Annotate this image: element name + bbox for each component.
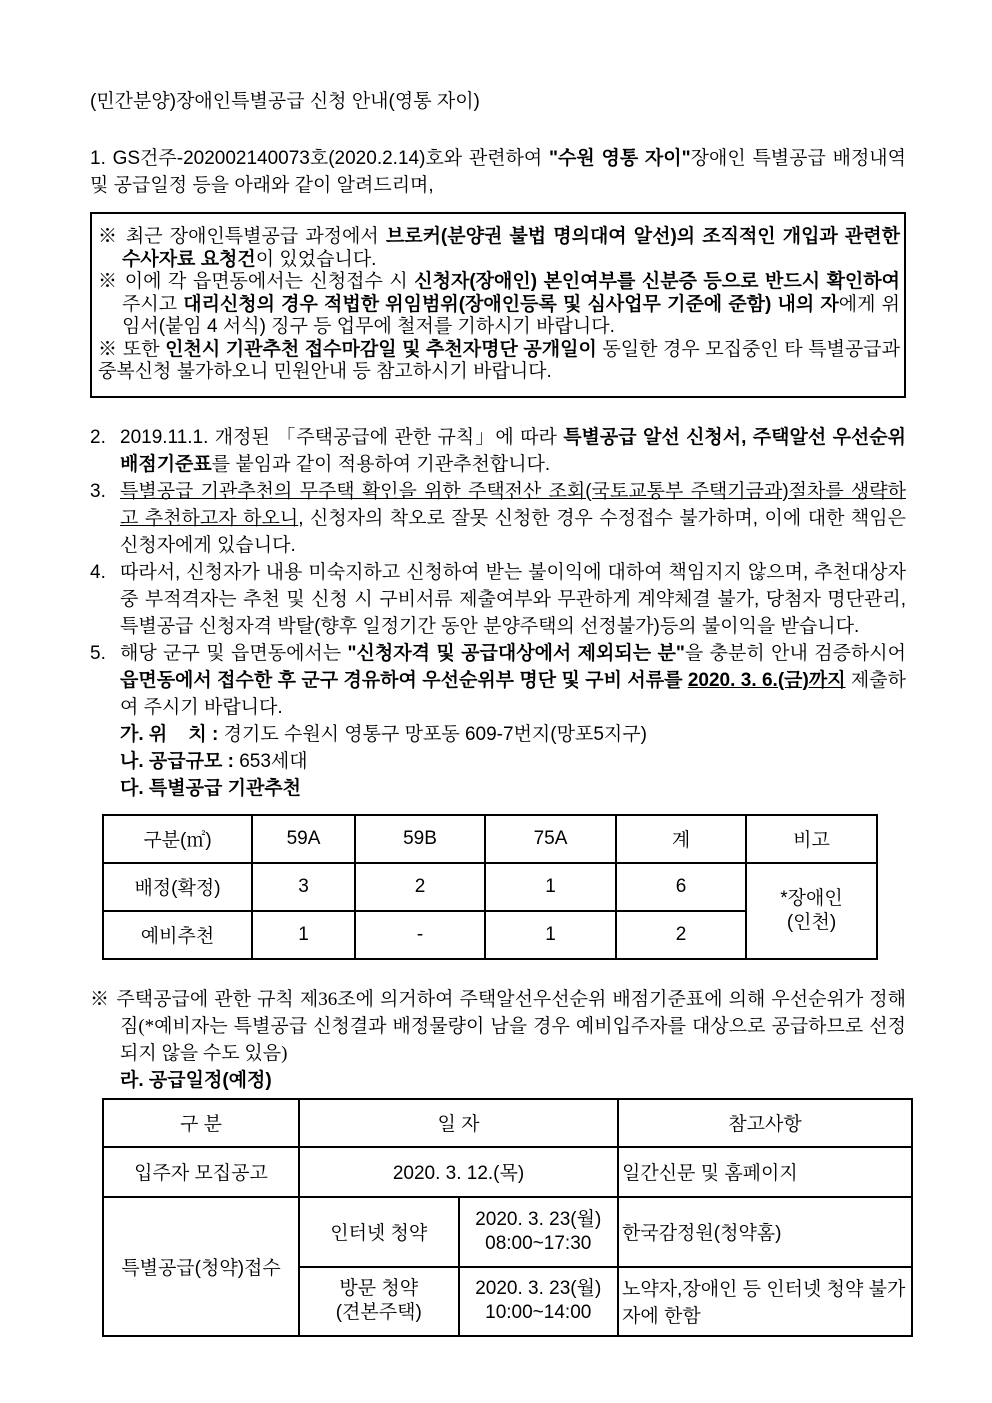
text-segment-bold: 신청자(장애인) 본인여부를 신분증 등으로 반드시 확인하여 xyxy=(414,271,900,292)
date-line: 2020. 3. 23(월) xyxy=(475,1278,602,1299)
header-cell-75a: 75A xyxy=(485,815,616,863)
reference-cell: 노약자,장애인 등 인터넷 청약 불가자에 한함 xyxy=(618,1267,912,1336)
text-segment: 2019.11.1. 개정된 「주택공급에 관한 규칙」에 따라 xyxy=(120,426,564,448)
remarks-cell xyxy=(746,863,877,959)
header-cell-59a: 59A xyxy=(252,815,355,863)
subitem-value: 경기도 수원시 영통구 망포동 609-7번지(망포5지구) xyxy=(218,723,647,745)
text-segment-bold: 특별공급 알선 신청서, 주택알선 우선순위 배점기준표 xyxy=(120,426,906,475)
subitem-supply-scale xyxy=(90,748,906,775)
row-label-cell: 입주자 모집공고 xyxy=(103,1147,299,1197)
item-number: 2. xyxy=(90,426,106,448)
reference-cell: 한국감정원(청약홈) xyxy=(618,1197,912,1267)
row-label-cell: 배정(확정) xyxy=(103,863,252,911)
header-cell-date: 일 자 xyxy=(299,1099,618,1147)
text-segment: 주시고 xyxy=(122,293,184,315)
header-cell-total: 계 xyxy=(616,815,746,863)
text-segment: 이 있었습니다. xyxy=(255,248,377,270)
schedule-table xyxy=(102,1098,913,1337)
text-segment-bold: "신청자격 및 공급대상에서 제외되는 분" xyxy=(347,642,685,664)
text-segment: ※ 최근 장애인특별공급 과정에서 xyxy=(98,226,386,247)
header-cell-type: 구분(㎡) xyxy=(103,815,252,863)
item-number: 3. xyxy=(90,480,106,502)
text-segment: , 신청자의 착오로 잘못 신청한 경우 수정접수 불가하며, 이에 대한 책임은 신청자에게 있습니다. xyxy=(120,507,906,556)
text-segment: 해당 군구 및 읍면동에서는 xyxy=(120,642,348,664)
text-segment: ※ 이에 각 읍면동에서는 신청접수 시 xyxy=(98,271,415,292)
notice-paragraph-broker xyxy=(98,226,900,271)
method-line: 방문 청약 xyxy=(339,1278,419,1299)
text-segment-bold: 브로커(분양권 불법 명의대여 알선)의 조직적인 개입과 관련한 수사자료 요청건 xyxy=(122,226,900,270)
header-cell-category: 구 분 xyxy=(103,1099,299,1147)
subitem-label: 나. 공급규모 : xyxy=(120,750,234,772)
text-segment: 에게 위임서(붙임 4 서식) 징구 등 업무에 철저를 기하시기 바랍니다. xyxy=(122,293,900,337)
value-cell: 6 xyxy=(616,863,746,911)
value-cell: 2 xyxy=(616,911,746,959)
date-cell: 2020. 3. 12.(목) xyxy=(299,1147,618,1197)
text-segment: ※ 또한 xyxy=(98,338,166,360)
value-cell: 2 xyxy=(355,863,485,911)
remarks-line: (인천) xyxy=(786,911,837,933)
text-segment: 동일한 경우 모집중인 타 특별공급과 중복신청 불가하오니 민원안내 등 참고하시기 바랍니다. xyxy=(98,338,900,382)
remarks-line: *장애인 xyxy=(780,887,843,909)
method-line: (견본주택) xyxy=(335,1302,422,1323)
subitem-label: 라. 공급일정(예정) xyxy=(120,1069,272,1091)
date-time-cell xyxy=(459,1197,619,1267)
item-number: 4. xyxy=(90,561,106,583)
time-line: 08:00~17:30 xyxy=(485,1232,592,1254)
subitem-agency-recommendation xyxy=(90,775,906,802)
text-segment-bold: 읍면동에서 접수한 후 군구 경유하여 우선순위부 명단 및 구비 서류를 xyxy=(120,669,688,691)
table-row-internet-application xyxy=(103,1197,912,1267)
subitem-label: 다. 특별공급 기관추천 xyxy=(120,777,302,799)
date-time-cell xyxy=(459,1267,619,1336)
value-cell: 1 xyxy=(485,911,616,959)
text-segment: 1. GS건주-202002140073호(2020.2.14)호와 관련하여 xyxy=(90,148,550,169)
text-segment: 제출하여 주시기 바랍니다. xyxy=(120,669,906,718)
method-cell: 인터넷 청약 xyxy=(299,1197,459,1267)
text-segment: 을 충분히 안내 검증하시어 xyxy=(684,642,907,664)
subitem-supply-schedule xyxy=(90,1067,906,1094)
text-segment: 따라서, 신청자가 내용 미숙지하고 신청하여 받는 불이익에 대하여 책임지지 않으며, 추천대상자 중 부적격자는 추천 및 신청 시 구비서류 제출여부와 무관하게 계약체결 불가, 당첨자 명단관리, 특별공급 신청자격 박탈(향후 일정기간 동안 분양주택의 선정불가)등의 불이익을 받습니다. xyxy=(120,561,906,637)
text-segment-bold: 대리신청의 경우 적법한 위임범위(장애인등록 및 심사업무 기준에 준함) 내의 자 xyxy=(183,293,839,315)
value-cell: - xyxy=(355,911,485,959)
time-line: 10:00~14:00 xyxy=(485,1302,592,1323)
item-3-homeless-check xyxy=(90,478,906,559)
method-cell xyxy=(299,1267,459,1336)
text-segment: 장애인 특별공급 배정내역 및 공급일정 등을 아래와 같이 알려드리며, xyxy=(90,148,907,196)
header-cell-59b: 59B xyxy=(355,815,485,863)
priority-rule-note: ※ 주택공급에 관한 규칙 제36조에 의거하여 주택알선우선순위 배점기준표에 의해 우선순위가 정해짐(*예비자는 특별공급 신청결과 배정물량이 남을 경우 예비입주자를 대상으로 공급하므로 선정 되지 않을 수도 있음) xyxy=(90,988,916,1064)
table-row-announcement xyxy=(103,1147,912,1197)
reference-cell: 일간신문 및 홈페이지 xyxy=(618,1147,912,1197)
subitem-value: 653세대 xyxy=(233,750,308,772)
row-label-cell: 예비추천 xyxy=(103,911,252,959)
table-row-confirmed xyxy=(103,863,877,911)
text-segment-bold: 인천시 기관추천 접수마감일 및 추천자명단 공개일이 xyxy=(165,338,597,360)
item-5-submission-deadline xyxy=(90,640,906,721)
item-2-rule-revision xyxy=(90,424,906,478)
item-number: 5. xyxy=(90,642,106,664)
allocation-table xyxy=(102,814,878,960)
intro-paragraph xyxy=(90,145,906,199)
item-4-responsibility xyxy=(90,559,906,640)
value-cell: 3 xyxy=(252,863,355,911)
allocation-header-row xyxy=(103,815,877,863)
deadline-date: 2020. 3. 6.(금)까지 xyxy=(687,669,846,691)
header-cell-remarks: 비고 xyxy=(746,815,877,863)
subitem-label: 가. 위 치 : xyxy=(120,723,219,745)
subitem-location xyxy=(90,721,906,748)
header-cell-reference: 참고사항 xyxy=(618,1099,912,1147)
text-segment-bold: "수원 영통 자이" xyxy=(549,148,691,169)
date-line: 2020. 3. 23(월) xyxy=(475,1208,602,1230)
text-segment: 를 붙임과 같이 적용하여 기관추천합니다. xyxy=(211,453,551,475)
value-cell: 1 xyxy=(252,911,355,959)
notice-paragraph-identity-check xyxy=(98,271,900,339)
notice-paragraph-duplicate-application xyxy=(98,339,900,384)
text-segment-underline: 특별공급 기관추천의 무주택 확인을 위한 주택전산 조회(국토교통부 주택기금과)절차를 생략하고 추천하고자 하오니 xyxy=(120,480,906,529)
value-cell: 1 xyxy=(485,863,616,911)
schedule-header-row xyxy=(103,1099,912,1147)
notice-box xyxy=(90,212,906,398)
group-label-cell: 특별공급(청약)접수 xyxy=(103,1197,299,1336)
document-title: (민간분양)장애인특별공급 신청 안내(영통 자이) xyxy=(90,91,480,112)
